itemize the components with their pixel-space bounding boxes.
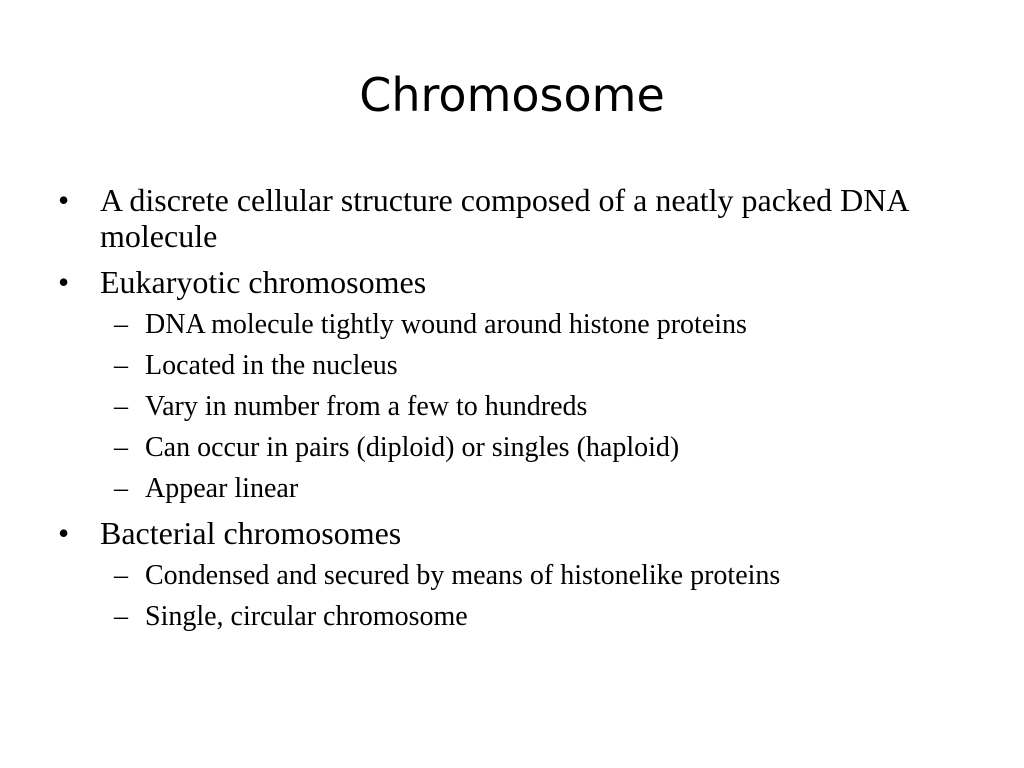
dash-marker: – [114, 391, 128, 422]
dash-marker: – [114, 473, 128, 504]
sub-bullet-item [100, 308, 958, 341]
dash-marker: – [114, 601, 128, 632]
slide-title: Chromosome [359, 68, 665, 122]
bullet-item [58, 182, 958, 254]
sub-bullet-text: Appear linear [145, 473, 299, 504]
slide-body [58, 182, 958, 643]
sub-bullet-item [100, 390, 958, 423]
bullet-text: Eukaryotic chromosomes [100, 264, 427, 300]
bullet-text: Bacterial chromosomes [100, 515, 402, 551]
dash-marker: – [114, 560, 128, 591]
bullet-item [58, 264, 958, 505]
sub-bullet-item [100, 559, 958, 592]
dash-marker: – [114, 350, 128, 381]
bullet-item [58, 515, 958, 633]
dash-marker: – [114, 309, 128, 340]
sub-bullet-list [100, 308, 958, 505]
sub-bullet-text: Located in the nucleus [145, 350, 398, 381]
bullet-marker: • [58, 182, 70, 218]
sub-bullet-text: Condensed and secured by means of histonelike proteins [145, 560, 781, 591]
bullet-marker: • [58, 264, 70, 300]
sub-bullet-item [100, 472, 958, 505]
bullet-text: A discrete cellular structure composed of a neatly packed DNA molecule [100, 182, 908, 254]
sub-bullet-text: Can occur in pairs (diploid) or singles (haploid) [145, 432, 680, 463]
bullet-marker: • [58, 515, 70, 551]
sub-bullet-list [100, 559, 958, 633]
sub-bullet-item [100, 431, 958, 464]
sub-bullet-item [100, 349, 958, 382]
sub-bullet-text: DNA molecule tightly wound around histone proteins [145, 309, 747, 340]
sub-bullet-item [100, 600, 958, 633]
sub-bullet-text: Vary in number from a few to hundreds [145, 391, 588, 422]
dash-marker: – [114, 432, 128, 463]
sub-bullet-text: Single, circular chromosome [145, 601, 468, 632]
